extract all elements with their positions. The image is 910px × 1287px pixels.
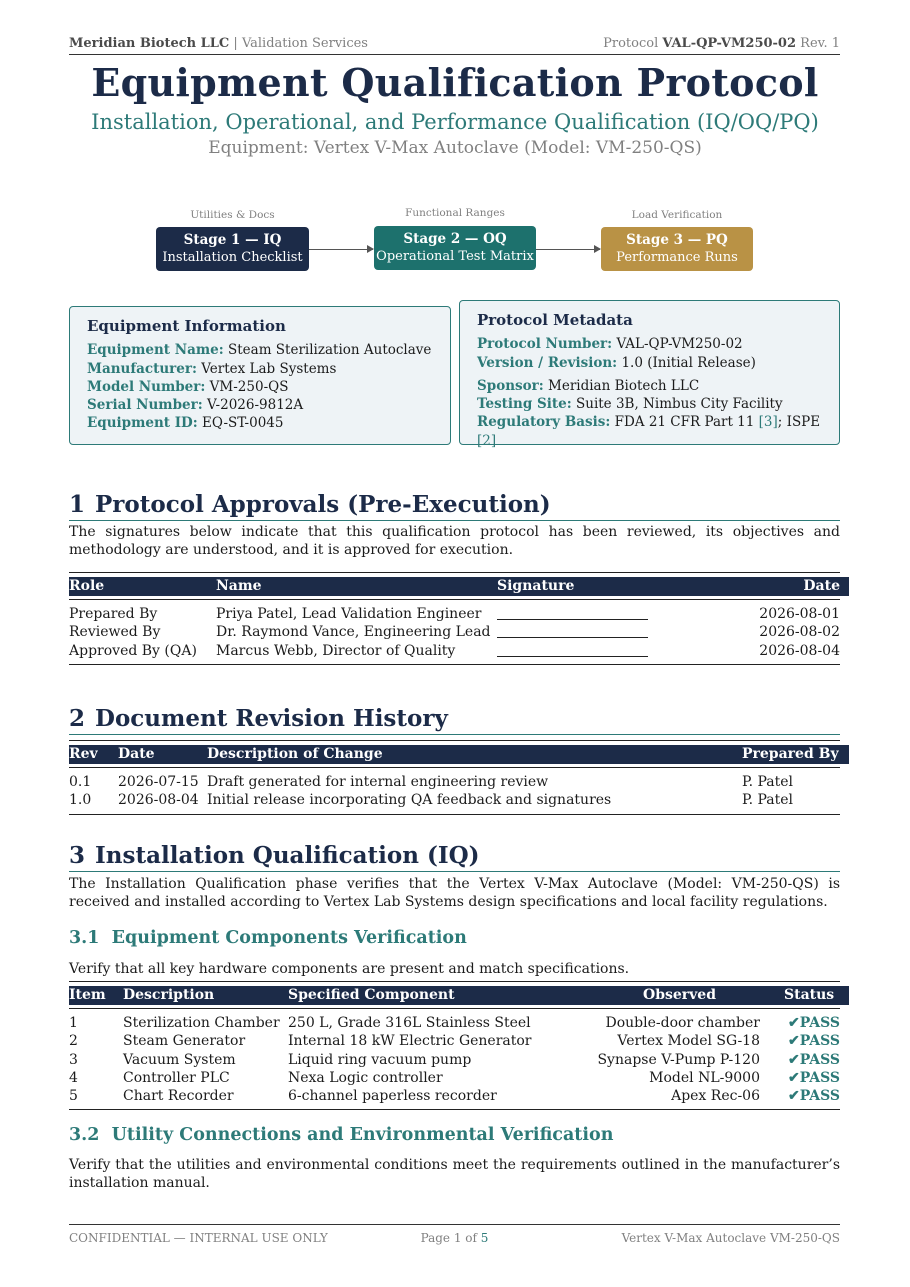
document-subtitle: Installation, Operational, and Performance Qualification (IQ/OQ/PQ): [91, 110, 819, 134]
header-revision: Rev. 1: [800, 36, 840, 51]
citation-link-3[interactable]: [3]: [758, 414, 778, 431]
equipment-line: Equipment: Vertex V-Max Autoclave (Model: VM-250-QS): [208, 138, 702, 158]
running-footer: [69, 1224, 840, 1245]
equipment-field: Equipment ID: EQ-ST-0045: [87, 415, 284, 432]
stage-1-detail: Installation Checklist: [162, 250, 303, 265]
equipment-field: Serial Number: V-2026-9812A: [87, 397, 304, 414]
protocol-metadata-box: [459, 300, 840, 449]
equipment-info-box: [69, 306, 451, 445]
citation-link-2[interactable]: [2]: [477, 432, 497, 449]
equipment-field: Model Number: VM-250-QS: [87, 378, 289, 395]
stage-3-detail: Performance Runs: [616, 250, 738, 265]
footer-confidential: CONFIDENTIAL — INTERNAL USE ONLY: [69, 1231, 328, 1245]
equipment-field: Equipment Name: Steam Sterilization Autoclave: [87, 342, 432, 359]
table-header: Role Name Signature Date: [69, 577, 849, 596]
document-title: Equipment Qualification Protocol: [91, 60, 819, 105]
section-heading-approvals: 1 Protocol Approvals (Pre-Execution): [69, 490, 840, 521]
stage-3-box: [601, 227, 753, 271]
iq-intro: The Installation Qualification phase verifies that the Vertex V-Max Autoclave (Model: VM-250-QS) is received and installed according to Vertex Lab Systems design specifications and local facility regulations.: [69, 876, 840, 910]
running-header: [69, 36, 840, 55]
header-left: [69, 36, 368, 51]
stage-1-label: Stage 1 — IQ: [183, 232, 282, 248]
table-row: 1 Sterilization Chamber 250 L, Grade 316L Stainless Steel Double-door chamber ✔ PASS: [69, 1014, 849, 1032]
components-table: [69, 981, 849, 1110]
stage-2-box: [374, 226, 536, 270]
header-org: Meridian Biotech LLC: [69, 36, 230, 51]
stage-3-caption: Load Verification: [631, 209, 723, 221]
signature-line[interactable]: [497, 619, 648, 620]
header-department: Validation Services: [241, 36, 368, 51]
header-protocol-prefix: Protocol: [603, 36, 659, 51]
table-row: 3 Vacuum System Liquid ring vacuum pump Synapse V-Pump P-120 ✔ PASS: [69, 1051, 849, 1069]
header-right: [603, 36, 840, 51]
components-intro: Verify that all key hardware components are present and match specifications.: [69, 961, 630, 977]
table-row: 0.1 2026-07-15 Draft generated for internal engineering review P. Patel: [69, 774, 794, 790]
protocol-metadata-heading: Protocol Metadata: [477, 311, 633, 329]
pass-badge: ✔ PASS: [788, 1087, 840, 1105]
stage-2-label: Stage 2 — OQ: [403, 231, 507, 247]
regulatory-basis: Regulatory Basis: FDA 21 CFR Part 11 [3]; ISPE [2]: [477, 414, 821, 449]
metadata-field: Sponsor: Meridian Biotech LLC: [477, 377, 700, 394]
header-protocol-id: VAL-QP-VM250-02: [662, 36, 797, 51]
approvals-intro: The signatures below indicate that this qualification protocol has been reviewed, its objectives and methodology are understood, and it is approved for execution.: [69, 524, 840, 558]
table-row: Reviewed By Dr. Raymond Vance, Engineering Lead 2026-08-02: [69, 624, 840, 641]
stage-1-box: [156, 227, 309, 271]
signature-line[interactable]: [497, 637, 648, 638]
table-header: Rev Date Description of Change Prepared By: [69, 745, 849, 764]
metadata-field: Version / Revision: 1.0 (Initial Release): [477, 354, 756, 371]
footer-page-number: Page 1 of 5: [420, 1231, 489, 1245]
subsection-heading-components: 3.1 Equipment Components Verification: [69, 928, 467, 948]
subsection-heading-utilities: 3.2 Utility Connections and Environmental Verification: [69, 1125, 614, 1145]
page-total-link[interactable]: 5: [480, 1231, 489, 1245]
header-separator: |: [233, 36, 238, 51]
table-row: Prepared By Priya Patel, Lead Validation Engineer 2026-08-01: [69, 606, 840, 622]
section-heading-revisions: 2 Document Revision History: [69, 704, 840, 735]
table-header: Item Description Specified Component Observed Status: [69, 986, 849, 1005]
stage-arrow-2: [536, 249, 600, 250]
signature-line[interactable]: [497, 656, 648, 657]
utilities-intro: Verify that the utilities and environmental conditions meet the requirements outlined in the manufacturer’s installation manual.: [69, 1157, 840, 1191]
equipment-info-heading: Equipment Information: [87, 317, 286, 335]
revision-table: [69, 740, 849, 815]
approvals-table: [69, 572, 849, 665]
table-row: 4 Controller PLC Nexa Logic controller Model NL-9000 ✔ PASS: [69, 1069, 849, 1087]
stage-arrow-1: [309, 249, 373, 250]
equipment-field: Manufacturer: Vertex Lab Systems: [87, 360, 337, 377]
section-heading-iq: 3 Installation Qualification (IQ): [69, 841, 840, 872]
stage-2-detail: Operational Test Matrix: [376, 249, 534, 264]
pass-badge: ✔ PASS: [788, 1014, 840, 1032]
pass-badge: ✔ PASS: [788, 1032, 840, 1050]
pass-badge: ✔ PASS: [788, 1051, 840, 1069]
table-row: 2 Steam Generator Internal 18 kW Electric Generator Vertex Model SG-18 ✔ PASS: [69, 1032, 849, 1050]
stage-1-caption: Utilities & Docs: [190, 209, 275, 221]
table-row: 5 Chart Recorder 6-channel paperless recorder Apex Rec-06 ✔ PASS: [69, 1087, 849, 1105]
metadata-field: Protocol Number: VAL-QP-VM250-02: [477, 336, 743, 353]
stage-2-caption: Functional Ranges: [405, 207, 505, 219]
table-row: 1.0 2026-08-04 Initial release incorporating QA feedback and signatures P. Patel: [69, 792, 794, 809]
footer-equipment: Vertex V-Max Autoclave VM-250-QS: [621, 1231, 840, 1245]
metadata-field: Testing Site: Suite 3B, Nimbus City Facility: [477, 396, 783, 413]
pass-badge: ✔ PASS: [788, 1069, 840, 1087]
table-row: Approved By (QA) Marcus Webb, Director of Quality 2026-08-04: [69, 642, 840, 659]
stage-3-label: Stage 3 — PQ: [626, 232, 728, 248]
